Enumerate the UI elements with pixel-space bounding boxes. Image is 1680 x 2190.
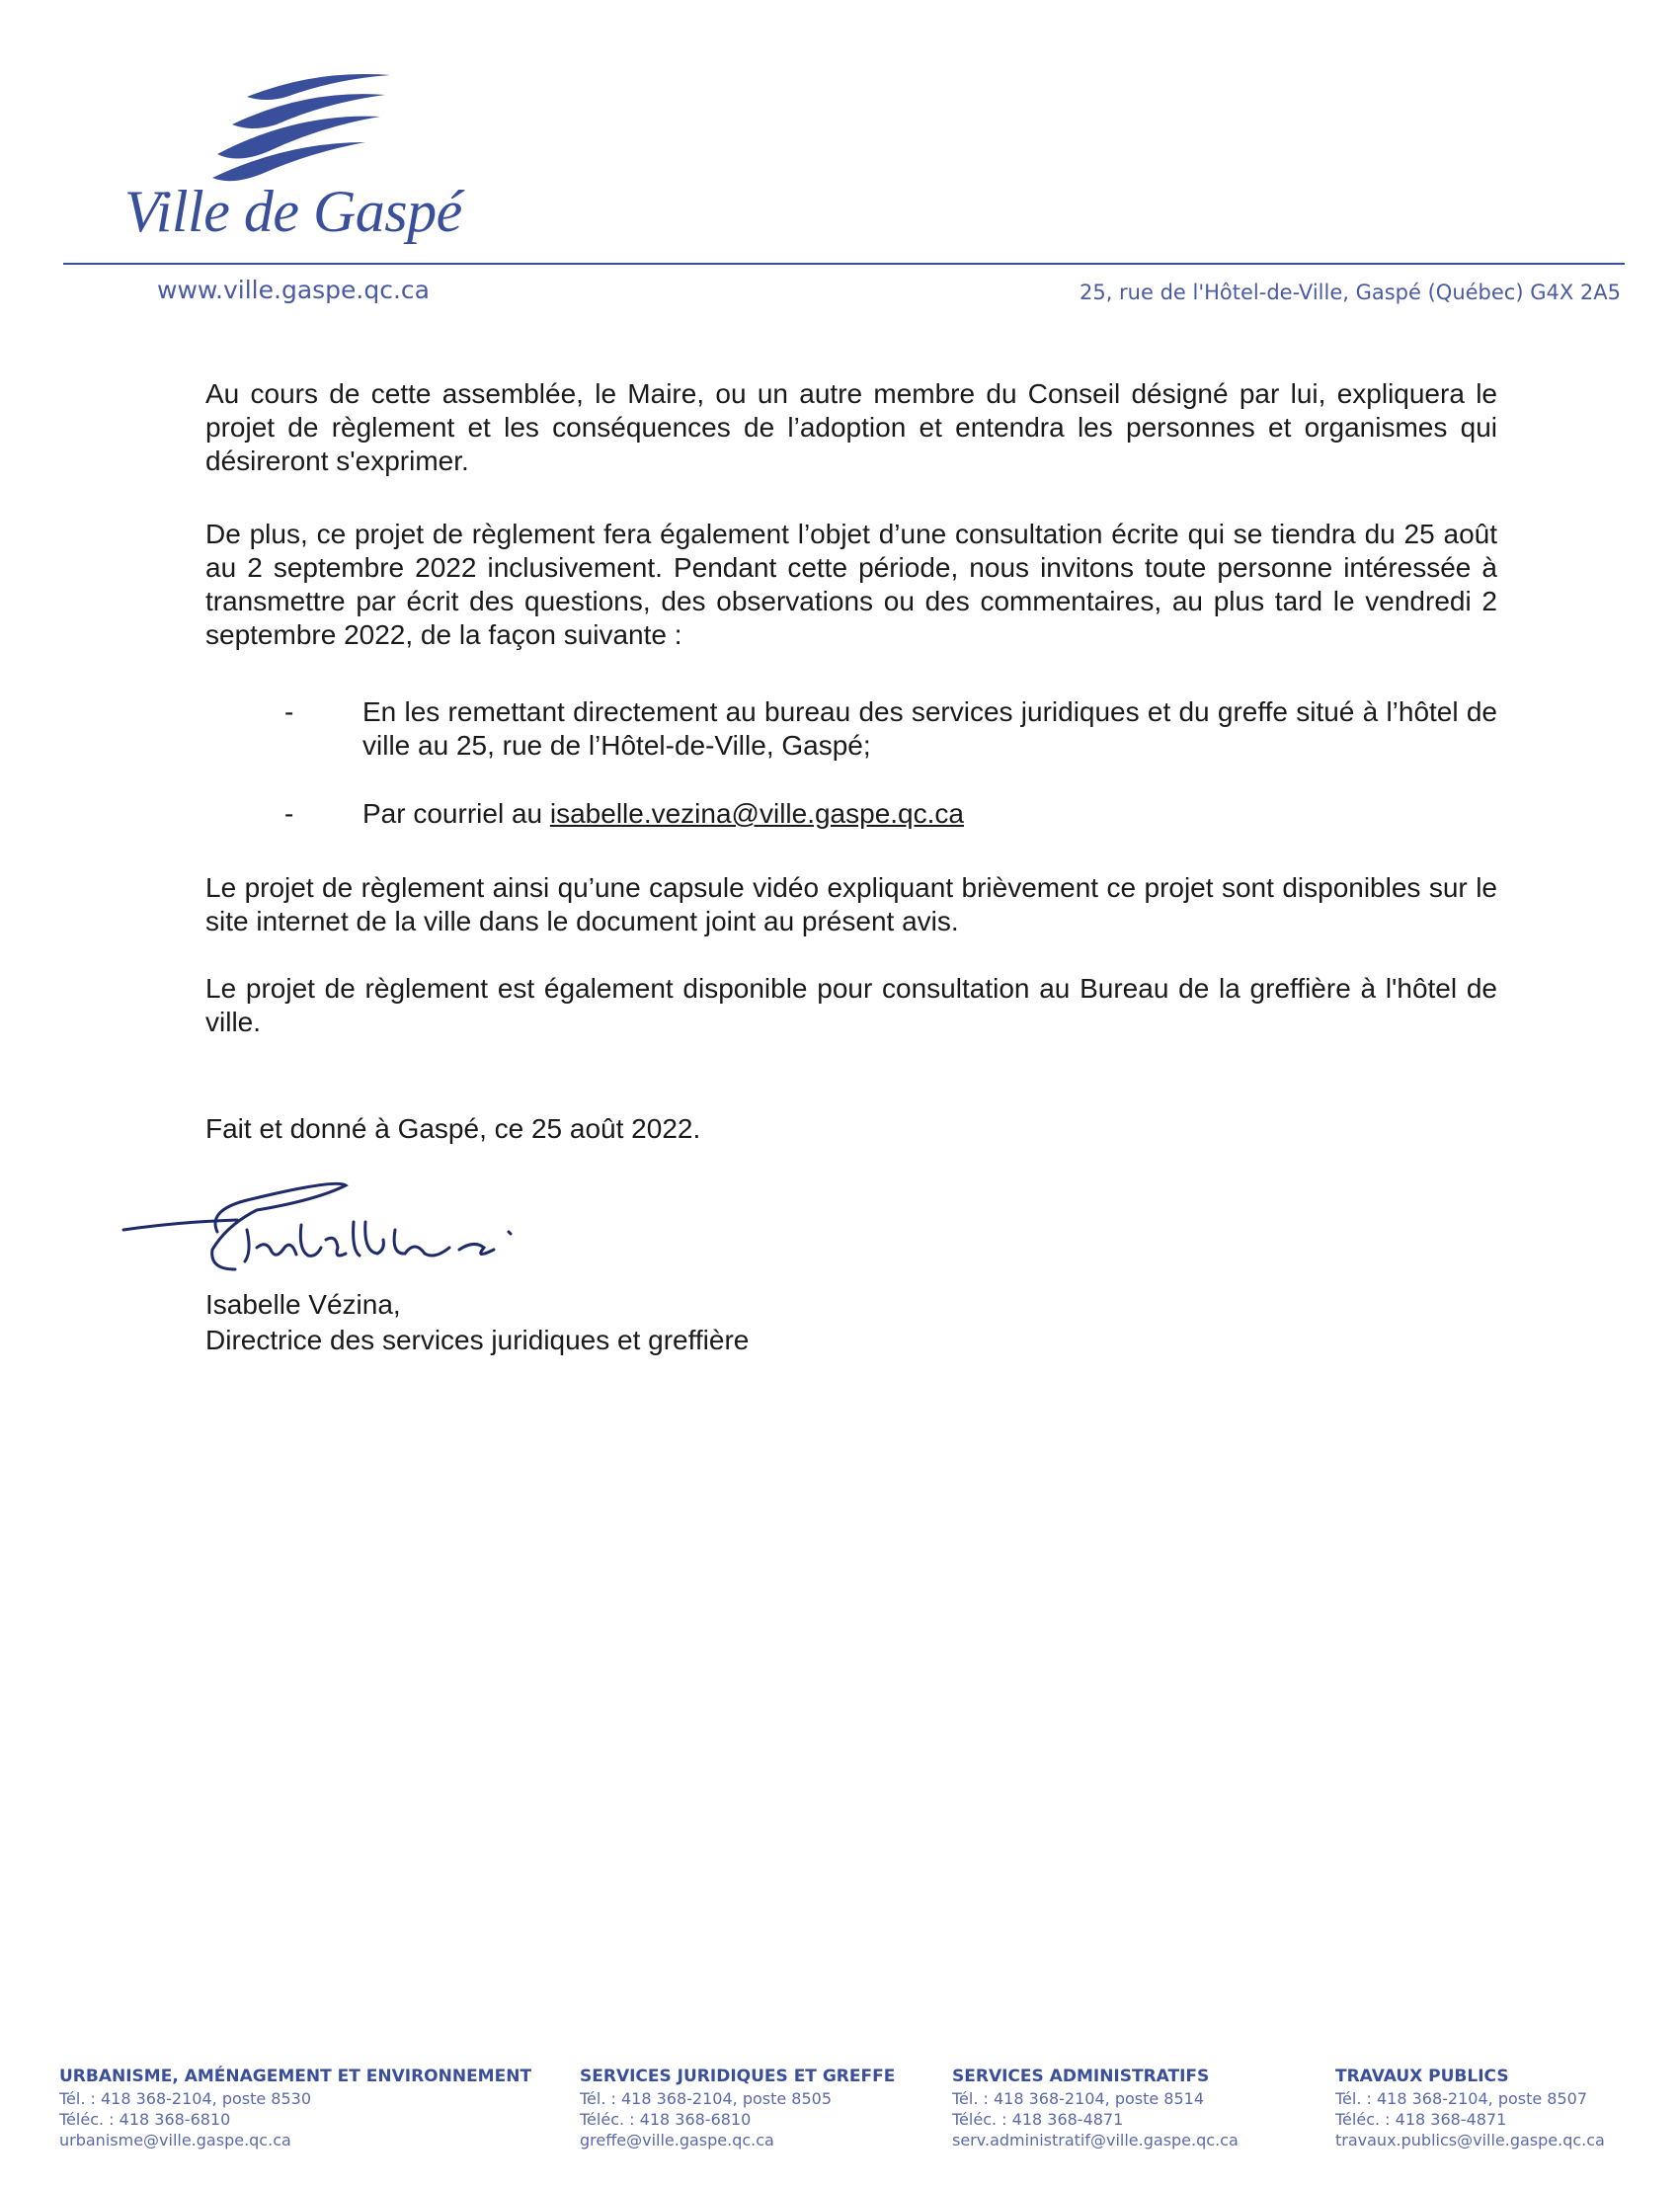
footer-email[interactable]: urbanisme@ville.gaspe.qc.ca (59, 2131, 291, 2149)
footer-fax: Téléc. : 418 368-6810 (580, 2110, 752, 2129)
footer-email[interactable]: travaux.publics@ville.gaspe.qc.ca (1335, 2131, 1605, 2149)
signer-title: Directrice des services juridiques et greffière (205, 1325, 750, 1355)
website-link[interactable]: www.ville.gaspe.qc.ca (157, 276, 430, 304)
paragraph-video-capsule: Le projet de règlement ainsi qu’une capsule vidéo expliquant brièvement ce projet sont disponibles sur le site internet de la ville dans le document joint au présent avis. (205, 872, 1497, 936)
bullet-email (362, 797, 1497, 831)
closing-line: Fait et donné à Gaspé, ce 25 août 2022. (205, 1113, 701, 1144)
footer-department-travaux (1335, 2065, 1605, 2150)
signer-name: Isabelle Vézina, (205, 1289, 401, 1320)
footer-email[interactable]: serv.administratif@ville.gaspe.qc.ca (952, 2131, 1239, 2149)
footer-dept-name: URBANISME, AMÉNAGEMENT ET ENVIRONNEMENT (59, 2067, 532, 2086)
city-hall-address: 25, rue de l'Hôtel-de-Ville, Gaspé (Québec) G4X 2A5 (1079, 281, 1621, 304)
handwritten-signature (119, 1171, 573, 1299)
footer-email[interactable]: greffe@ville.gaspe.qc.ca (580, 2131, 774, 2149)
footer-department-administratifs (952, 2065, 1239, 2150)
paragraph-written-consultation: De plus, ce projet de règlement fera également l’objet d’une consultation écrite qui se tiendra du 25 août au 2 septembre 2022 inclusivement. Pendant cette période, nous invitons toute personne intéressée à transmettre par écrit des questions, des observations ou des commentaires, au plus tard le vendredi 2 septembre 2022, de la façon suivante : (205, 519, 1497, 650)
footer-fax: Téléc. : 418 368-4871 (1335, 2110, 1507, 2129)
bullet-marker: - (284, 696, 294, 727)
ville-de-gaspe-wave-logo (207, 67, 405, 186)
footer-dept-name: SERVICES ADMINISTRATIFS (952, 2067, 1210, 2086)
footer-phone: Tél. : 418 368-2104, poste 8505 (580, 2089, 833, 2108)
footer-department-urbanisme (59, 2065, 531, 2150)
footer-dept-name: TRAVAUX PUBLICS (1335, 2067, 1509, 2086)
paragraph-office-consultation: Le projet de règlement est également disponible pour consultation au Bureau de la greffière à l'hôtel de ville. (205, 973, 1497, 1037)
footer-department-juridiques (580, 2065, 895, 2150)
bullet-email-prefix: Par courriel au (362, 798, 550, 829)
paragraph-assembly: Au cours de cette assemblée, le Maire, ou un autre membre du Conseil désigné par lui, expliquera le projet de règlement et les conséquences de l’adoption et entendra les personnes et organismes qui désireront s'exprimer. (205, 378, 1497, 476)
footer-phone: Tél. : 418 368-2104, poste 8507 (1335, 2089, 1588, 2108)
email-link[interactable]: isabelle.vezina@ville.gaspe.qc.ca (549, 798, 964, 829)
bullet-marker: - (284, 798, 294, 829)
bullet-in-person: En les remettant directement au bureau des services juridiques et du greffe situé à l’hôtel de ville au 25, rue de l’Hôtel-de-Ville, Gaspé; (362, 696, 1497, 761)
footer-fax: Téléc. : 418 368-4871 (952, 2110, 1124, 2129)
footer-phone: Tél. : 418 368-2104, poste 8514 (952, 2089, 1205, 2108)
footer-phone: Tél. : 418 368-2104, poste 8530 (59, 2089, 312, 2108)
header-divider (63, 263, 1625, 265)
footer-dept-name: SERVICES JURIDIQUES ET GREFFE (580, 2067, 896, 2086)
footer-fax: Téléc. : 418 368-6810 (59, 2110, 231, 2129)
logo-wordmark: Ville de Gaspé (124, 179, 462, 244)
